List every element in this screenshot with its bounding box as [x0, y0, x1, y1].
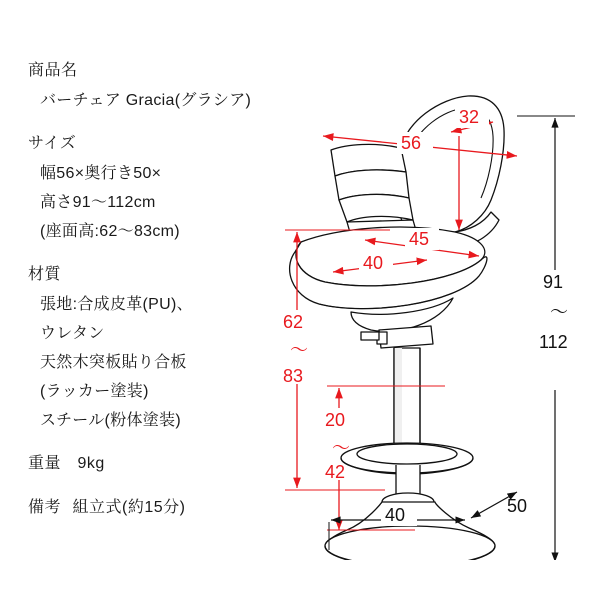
size-line-3: (座面高:62〜83cm) — [40, 223, 180, 240]
material-line-1: 張地:合成皮革(PU)、 — [40, 296, 193, 313]
size-line-1: 幅56×奥行き50× — [40, 165, 162, 182]
size-line-2: 高さ91〜112cm — [40, 194, 156, 211]
label-112: 112 — [539, 332, 568, 352]
height-lever — [361, 332, 379, 340]
label-56: 56 — [401, 133, 422, 153]
label-91: 91 — [543, 272, 564, 292]
product-name-value: バーチェア Gracia(グラシア) — [40, 92, 252, 109]
label-20: 20 — [325, 410, 346, 430]
size-label: サイズ — [28, 135, 77, 152]
label-42: 42 — [325, 462, 346, 482]
column-shade — [394, 348, 402, 458]
material-line-2: ウレタン — [40, 325, 105, 342]
weight-value: 9kg — [77, 455, 105, 472]
label-40-base: 40 — [385, 505, 406, 525]
note-value: 組立式(約15分) — [72, 499, 186, 516]
label-62: 62 — [283, 312, 304, 332]
label-footrest-tilde: 〜 — [332, 438, 350, 458]
label-40-seat: 40 — [363, 253, 384, 273]
footrest-ring-inner — [357, 444, 457, 464]
material-label: 材質 — [28, 266, 62, 283]
product-name-label: 商品名 — [28, 62, 78, 79]
label-height-tilde: 〜 — [550, 302, 568, 322]
material-line-3: 天然木突板貼り合板 — [40, 354, 187, 371]
weight-label: 重量 — [28, 455, 62, 472]
material-line-4: (ラッカー塗装) — [40, 383, 149, 400]
label-32: 32 — [459, 107, 480, 127]
label-50-base: 50 — [507, 496, 528, 516]
note-label: 備考 — [28, 499, 62, 516]
base-top-ellipse — [325, 526, 495, 560]
material-line-5: スチール(粉体塗装) — [40, 412, 182, 429]
arm-support — [339, 194, 413, 222]
label-seat-height-tilde: 〜 — [290, 340, 308, 360]
label-83: 83 — [283, 366, 304, 386]
dimension-drawing — [255, 60, 600, 560]
label-45: 45 — [409, 229, 430, 249]
